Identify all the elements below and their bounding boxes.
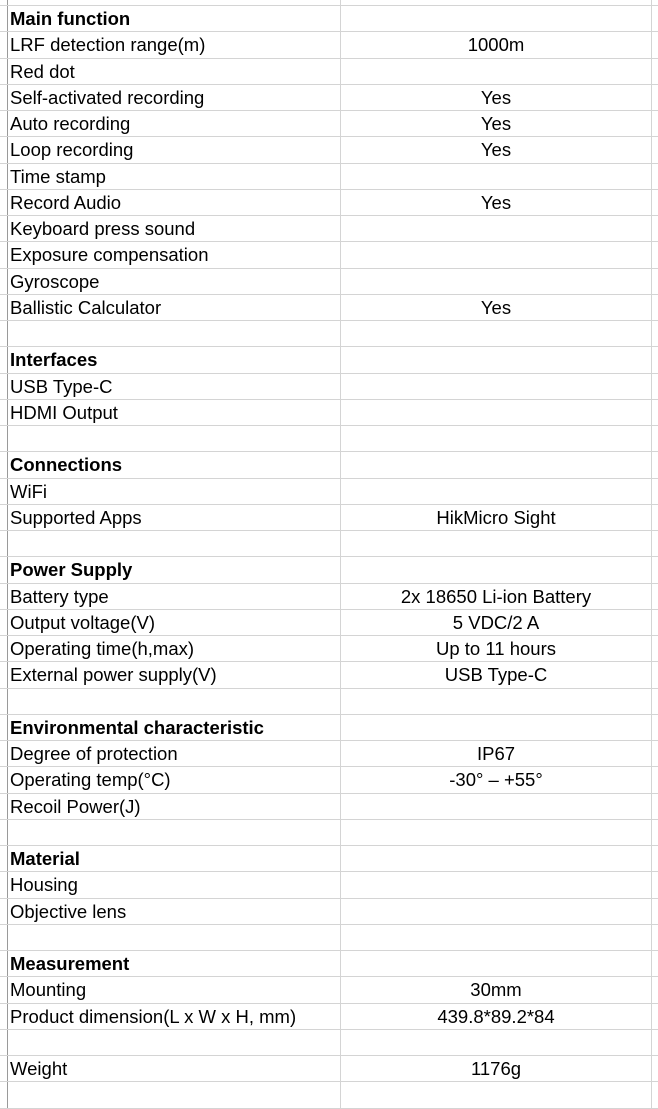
value-cell[interactable] [341, 557, 652, 582]
table-row [0, 899, 658, 925]
value-cell[interactable]: 1000m [341, 32, 652, 57]
label-cell[interactable]: Gyroscope [7, 269, 341, 294]
value-cell[interactable] [341, 846, 652, 871]
table-row [0, 1004, 658, 1030]
label-cell[interactable]: Product dimension(L x W x H, mm) [7, 1004, 341, 1029]
label-cell[interactable]: Weight [7, 1056, 341, 1081]
value-cell[interactable] [341, 925, 652, 950]
value-cell[interactable]: IP67 [341, 741, 652, 766]
label-cell[interactable]: Loop recording [7, 137, 341, 162]
label-cell[interactable]: Mounting [7, 977, 341, 1002]
table-row [0, 794, 658, 820]
label-cell[interactable] [7, 426, 341, 451]
value-cell[interactable] [341, 347, 652, 372]
label-cell[interactable]: Record Audio [7, 190, 341, 215]
value-cell[interactable]: Yes [341, 137, 652, 162]
table-row [0, 321, 658, 347]
section-header-cell[interactable]: Power Supply [7, 557, 341, 582]
section-header-cell[interactable]: Environmental characteristic [7, 715, 341, 740]
value-cell[interactable] [341, 242, 652, 267]
section-header-cell[interactable]: Interfaces [7, 347, 341, 372]
value-cell[interactable] [341, 321, 652, 346]
table-row [0, 977, 658, 1003]
label-cell[interactable]: External power supply(V) [7, 662, 341, 687]
table-row [0, 347, 658, 373]
label-cell[interactable] [7, 1030, 341, 1055]
value-cell[interactable] [341, 899, 652, 924]
table-row [0, 741, 658, 767]
label-cell[interactable]: Housing [7, 872, 341, 897]
section-header-cell[interactable]: Measurement [7, 951, 341, 976]
value-cell[interactable] [341, 820, 652, 845]
value-cell[interactable]: -30° – +55° [341, 767, 652, 792]
section-header-cell[interactable]: Connections [7, 452, 341, 477]
table-row [0, 190, 658, 216]
label-cell[interactable]: Objective lens [7, 899, 341, 924]
label-cell[interactable]: Operating time(h,max) [7, 636, 341, 661]
table-row [0, 846, 658, 872]
value-cell[interactable]: Yes [341, 190, 652, 215]
value-cell[interactable]: 5 VDC/2 A [341, 610, 652, 635]
table-row [0, 584, 658, 610]
label-cell[interactable] [7, 820, 341, 845]
table-row [0, 1082, 658, 1108]
value-cell[interactable] [341, 452, 652, 477]
value-cell[interactable] [341, 269, 652, 294]
label-cell[interactable]: USB Type-C [7, 374, 341, 399]
value-cell[interactable] [341, 1082, 652, 1107]
table-row [0, 426, 658, 452]
table-row [0, 715, 658, 741]
value-cell[interactable] [341, 374, 652, 399]
value-cell[interactable] [341, 872, 652, 897]
label-cell[interactable]: Battery type [7, 584, 341, 609]
label-cell[interactable]: Degree of protection [7, 741, 341, 766]
value-cell[interactable] [341, 0, 652, 5]
value-cell[interactable]: 439.8*89.2*84 [341, 1004, 652, 1029]
table-row [0, 1056, 658, 1082]
value-cell[interactable] [341, 715, 652, 740]
section-header-cell[interactable]: Material [7, 846, 341, 871]
label-cell[interactable]: LRF detection range(m) [7, 32, 341, 57]
table-row [0, 216, 658, 242]
table-row [0, 59, 658, 85]
value-cell[interactable]: 2x 18650 Li-ion Battery [341, 584, 652, 609]
label-cell[interactable]: Exposure compensation [7, 242, 341, 267]
label-cell[interactable]: Auto recording [7, 111, 341, 136]
table-row [0, 820, 658, 846]
table-row [0, 636, 658, 662]
table-row [0, 452, 658, 478]
value-cell[interactable]: Yes [341, 295, 652, 320]
value-cell[interactable] [341, 1030, 652, 1055]
table-row [0, 400, 658, 426]
value-cell[interactable] [341, 951, 652, 976]
table-row [0, 531, 658, 557]
label-cell[interactable] [7, 689, 341, 714]
table-row [0, 662, 658, 688]
label-cell[interactable]: Operating temp(°C) [7, 767, 341, 792]
value-cell[interactable] [341, 59, 652, 84]
label-cell[interactable]: Supported Apps [7, 505, 341, 530]
table-row [0, 6, 658, 32]
value-cell[interactable] [341, 689, 652, 714]
label-cell[interactable]: Output voltage(V) [7, 610, 341, 635]
label-cell[interactable] [7, 321, 341, 346]
label-cell[interactable] [7, 531, 341, 556]
table-row [0, 689, 658, 715]
table-row [0, 295, 658, 321]
table-row [0, 269, 658, 295]
table-row [0, 925, 658, 951]
value-cell[interactable] [341, 400, 652, 425]
label-cell[interactable]: Self-activated recording [7, 85, 341, 110]
label-cell[interactable] [7, 925, 341, 950]
label-cell[interactable]: Recoil Power(J) [7, 794, 341, 819]
table-row [0, 164, 658, 190]
label-cell[interactable]: Time stamp [7, 164, 341, 189]
section-header-cell[interactable]: Main function [7, 6, 341, 31]
value-cell[interactable] [341, 216, 652, 241]
value-cell[interactable] [341, 531, 652, 556]
value-cell[interactable]: Yes [341, 111, 652, 136]
table-row [0, 137, 658, 163]
value-cell[interactable] [341, 426, 652, 451]
value-cell[interactable]: HikMicro Sight [341, 505, 652, 530]
table-row [0, 557, 658, 583]
table-row [0, 505, 658, 531]
value-cell[interactable]: Up to 11 hours [341, 636, 652, 661]
table-row [0, 610, 658, 636]
table-row [0, 111, 658, 137]
table-row [0, 767, 658, 793]
value-cell[interactable]: 30mm [341, 977, 652, 1002]
value-cell[interactable]: USB Type-C [341, 662, 652, 687]
label-cell[interactable] [7, 0, 341, 5]
table-row [0, 951, 658, 977]
table-row [0, 479, 658, 505]
value-cell[interactable] [341, 6, 652, 31]
label-cell[interactable]: HDMI Output [7, 400, 341, 425]
table-row [0, 242, 658, 268]
table-row [0, 872, 658, 898]
label-cell[interactable]: Red dot [7, 59, 341, 84]
value-cell[interactable]: 1176g [341, 1056, 652, 1081]
label-cell[interactable]: Ballistic Calculator [7, 295, 341, 320]
table-row [0, 374, 658, 400]
label-cell[interactable]: WiFi [7, 479, 341, 504]
value-cell[interactable] [341, 479, 652, 504]
label-cell[interactable]: Keyboard press sound [7, 216, 341, 241]
label-cell[interactable] [7, 1082, 341, 1107]
value-cell[interactable] [341, 164, 652, 189]
table-row [0, 32, 658, 58]
table-row [0, 85, 658, 111]
value-cell[interactable] [341, 794, 652, 819]
value-cell[interactable]: Yes [341, 85, 652, 110]
table-row [0, 1030, 658, 1056]
